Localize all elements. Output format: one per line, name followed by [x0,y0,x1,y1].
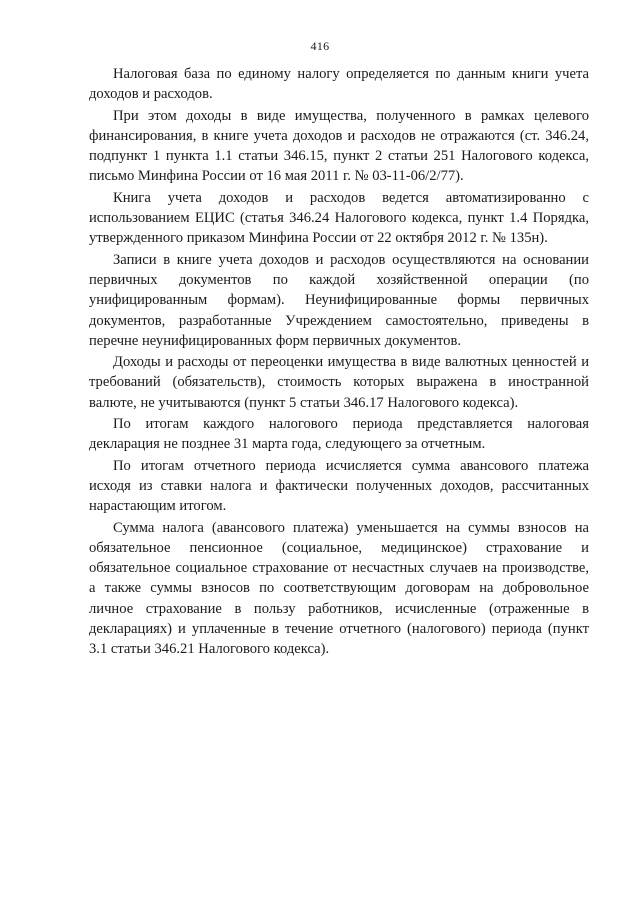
paragraph: При этом доходы в виде имущества, полученного в рамках целевого финансирования, в книге учета доходов и расходов не отражаются (ст. 346.24, подпункт 1 пункта 1.1 статьи 346.15, пункт 2 статьи 251 Налогового кодекса, письмо Минфина России от 16 мая 2011 г. № 03-11-06/2/77). [89,107,589,185]
paragraph: По итогам каждого налогового периода представляется налоговая декларация не позднее 31 марта года, следующего за отчетным. [89,416,589,453]
paragraph: Записи в книге учета доходов и расходов осуществляются на основании первичных документов по каждой хозяйственной операции (по унифицированным формам). Неунифицированные формы первичных документов, разработанные Учреждением самостоятельно, приведены в перечне неунифицированных форм первичных документов. [89,251,589,349]
paragraph: Сумма налога (авансового платежа) уменьшается на суммы взносов на обязательное пенсионное (социальное, медицинское) страхование и обязательное социальное страхование от несчастных случаев на производстве, а также суммы взносов по соответствующим договорам на добровольное личное страхование в пользу работников, исчисленные (отраженные в декларациях) и уплаченные в течение отчетного (налогового) периода (пункт 3.1 статьи 346.21 Налогового кодекса). [89,519,589,658]
page-number: 416 [310,39,330,53]
document-body [89,64,589,661]
paragraph: Книга учета доходов и расходов ведется автоматизированно с использованием ЕЦИС (статья 346.24 Налогового кодекса, пункт 1.4 Порядка, утвержденного приказом Минфина России от 22 октября 2012 г. № 135н). [89,189,589,247]
paragraph: Налоговая база по единому налогу определяется по данным книги учета доходов и расходов. [89,66,589,103]
paragraph: Доходы и расходы от переоценки имущества в виде валютных ценностей и требований (обязательств), стоимость которых выражена в иностранной валюте, не учитываются (пункт 5 статьи 346.17 Налогового кодекса). [89,354,589,411]
paragraph: По итогам отчетного периода исчисляется сумма авансового платежа исходя из ставки налога и фактически полученных доходов, рассчитанных нарастающим итогом. [89,457,589,515]
